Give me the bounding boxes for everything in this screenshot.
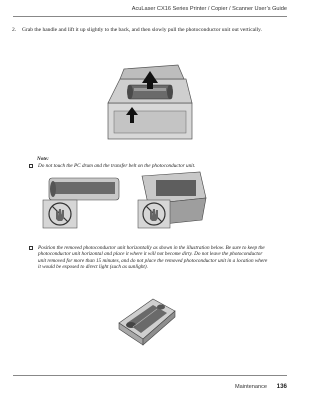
step-text: Grab the handle and lift it up slightly to the back, and then slowly pull the photoconductor unit out vertically. <box>22 27 262 33</box>
printer-photoconductor-removal-illustration <box>100 55 200 145</box>
note-item-text: Position the removed photoconductor unit horizontally as shown in the illustration below. Be sure to keep the photoconductor unit horizontal and place it where it will not become dirty. Do not leave the photoconductor unit removed for more than 15 minutes, and do not place the removed photoconductor unit in a location where it would be exposed to direct light (such as sunlight). <box>38 245 268 270</box>
header-divider <box>13 16 287 17</box>
note-label: Note: <box>37 156 49 162</box>
photoconductor-horizontal-placement-illustration <box>113 293 181 351</box>
page-number: 136 <box>276 383 287 390</box>
checkbox-bullet-icon <box>29 164 33 168</box>
do-not-touch-illustration-right <box>130 168 210 234</box>
do-not-touch-illustration-left <box>37 172 123 232</box>
step-2 <box>12 27 277 34</box>
footer-section-title: Maintenance <box>234 384 267 390</box>
checkbox-bullet-icon <box>29 246 33 250</box>
footer-divider <box>13 375 287 376</box>
note-item-text: Do not touch the PC drum and the transfer belt on the photoconductor unit. <box>38 163 196 169</box>
running-header-title: AcuLaser CX16 Series Printer / Copier / Scanner User’s Guide <box>131 6 287 12</box>
step-number: 2. <box>12 27 17 33</box>
